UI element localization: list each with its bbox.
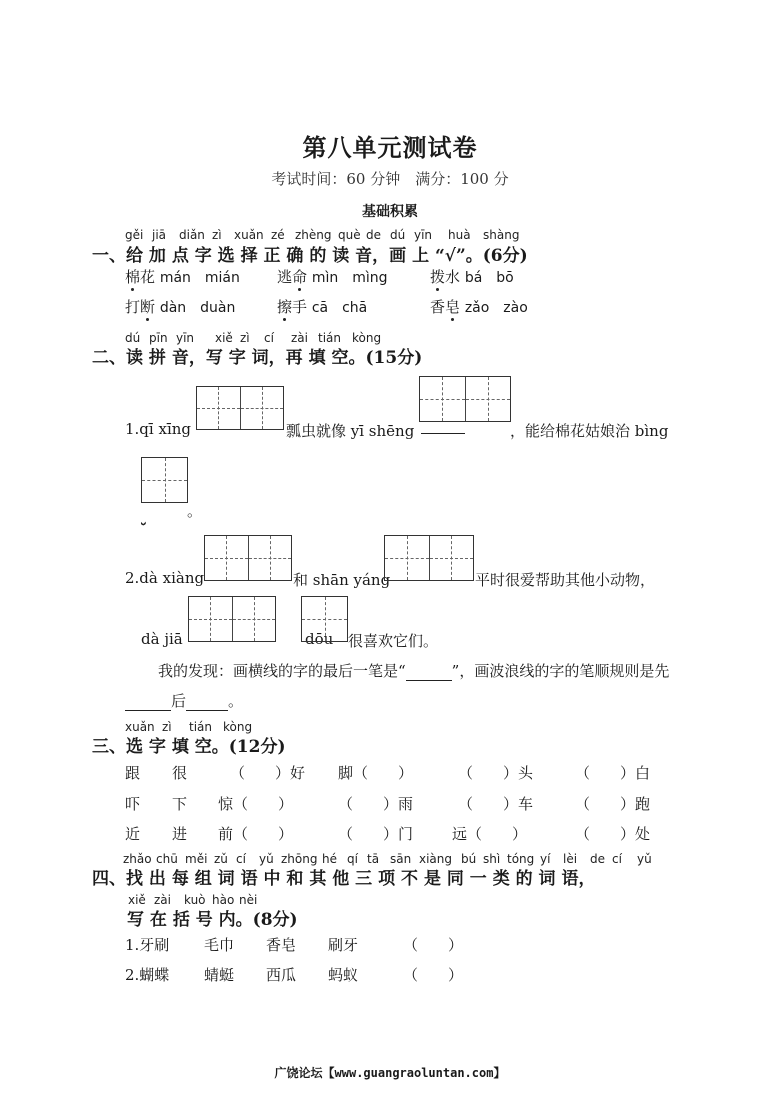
pinyin: pīn [149, 331, 168, 345]
pinyin-options[interactable]: cā chā [311, 300, 368, 316]
char: 打 [125, 298, 141, 316]
pinyin: jiā [152, 228, 167, 242]
q1-item [430, 296, 528, 317]
dotted-char: 命 [292, 268, 308, 286]
dotted-char: 拨 [430, 268, 446, 286]
q3-fill-blank[interactable]: （ ）门 [338, 825, 414, 843]
answer-blank[interactable] [125, 692, 171, 711]
part-title: 基础积累 [362, 204, 418, 220]
pinyin: cí [612, 852, 622, 866]
q3-fill-blank[interactable]: 脚（ ） [338, 764, 414, 782]
q3-fill-blank[interactable]: 前（ ） [218, 825, 294, 843]
underline-blank [421, 433, 465, 434]
dotted-char: 断 [140, 298, 156, 316]
writing-grid[interactable] [204, 535, 292, 581]
writing-grid[interactable] [419, 376, 511, 422]
pinyin: zhǎo [123, 852, 152, 866]
pinyin: hé [322, 852, 337, 866]
q3-cell: 跟 [125, 764, 141, 782]
pinyin: xiě [128, 893, 146, 907]
pinyin: dú [390, 228, 406, 242]
dotted-char: 皂 [445, 298, 461, 316]
pinyin: kòng [352, 331, 382, 345]
q4-answer-blank[interactable]: （ ） [403, 966, 464, 984]
q3-fill-blank[interactable]: （ ）跑 [575, 795, 651, 813]
dotted-char: 擦 [277, 298, 293, 316]
q2-sentence1-a: 1.qī xīng [125, 420, 191, 438]
pinyin: zǔ [214, 852, 228, 866]
q2-sentence1-b: 瓢虫就像 yī shēng [286, 422, 415, 440]
pinyin: zé [271, 228, 285, 242]
q3-cell: 很 [172, 764, 188, 782]
q2-discovery-line2 [125, 690, 243, 711]
q3-cell: 下 [172, 795, 188, 813]
q3-fill-blank[interactable]: （ ）处 [575, 825, 651, 843]
q1-pinyin-row [125, 228, 519, 242]
pinyin: qí [347, 852, 358, 866]
pinyin: xiě [215, 331, 233, 345]
pinyin: bú [461, 852, 477, 866]
q2-discovery-line [158, 660, 669, 681]
pinyin: shàng [483, 228, 520, 242]
q2-sentence2-c: 平时很爱帮助其他小动物， [475, 571, 656, 589]
q3-fill-blank[interactable]: （ ）好 [230, 764, 306, 782]
char: 水 [445, 268, 461, 286]
pinyin: shì [483, 852, 501, 866]
writing-grid[interactable] [141, 457, 188, 503]
q4-heading1: 四、找 出 每 组 词 语 中 和 其 他 三 项 不 是 同 一 类 的 词 语， [92, 869, 596, 889]
q3-fill-blank[interactable]: （ ）头 [458, 764, 534, 782]
char: 逃 [277, 268, 293, 286]
q4-word: 蚂蚁 [328, 966, 359, 984]
pinyin: kuò [184, 893, 206, 907]
exam-info: 考试时间：60 分钟 满分：100 分 [271, 170, 509, 188]
writing-grid[interactable] [301, 596, 348, 642]
pinyin: tā [367, 852, 380, 866]
q3-cell: 近 [125, 825, 141, 843]
q1-heading: 一、给 加 点 字 选 择 正 确 的 读 音，画 上 “√”。(6分) [92, 246, 528, 266]
q3-fill-blank[interactable]: （ ）车 [458, 795, 534, 813]
pinyin-options[interactable]: bá bō [464, 270, 514, 286]
pinyin: yí [540, 852, 551, 866]
pinyin-options[interactable]: dàn duàn [159, 300, 236, 316]
text: 。 [228, 692, 244, 710]
q3-cell: 进 [172, 825, 188, 843]
q4-heading2: 写 在 括 号 内。(8分) [127, 910, 298, 930]
pinyin: zhèng [295, 228, 332, 242]
q2-sentence1-c: ，能给棉花姑娘治 bìng [510, 422, 669, 440]
q2-sentence2-a: 2.dà xiàng [125, 569, 205, 587]
pinyin: xiàng [419, 852, 453, 866]
dotted-char: 棉 [125, 268, 141, 286]
q3-fill-blank[interactable]: 惊（ ） [218, 795, 294, 813]
pinyin: zài [154, 893, 171, 907]
q2-heading: 二、读 拼 音，写 字 词，再 填 空。(15分) [92, 348, 423, 368]
pinyin: nèi [239, 893, 258, 907]
pinyin: gěi [125, 228, 144, 242]
answer-blank[interactable] [186, 692, 228, 711]
pinyin: tóng [507, 852, 535, 866]
pinyin: lèi [563, 852, 578, 866]
pinyin: dú [125, 331, 141, 345]
text: ”，画波浪线的字的笔顺规则是先 [451, 662, 670, 680]
q3-fill-blank[interactable]: 远（ ） [452, 825, 528, 843]
pinyin: chū [156, 852, 178, 866]
pinyin: zài [291, 331, 308, 345]
pinyin: de [366, 228, 381, 242]
q4-word: 1.牙刷 [125, 936, 170, 954]
pinyin-options[interactable]: mìn mìng [311, 270, 388, 286]
pinyin: zhōng [281, 852, 318, 866]
pinyin: zì [240, 331, 250, 345]
q3-fill-blank[interactable]: （ ）白 [575, 764, 651, 782]
q2-sentence3-a: dà jiā [141, 630, 183, 648]
pinyin: què [338, 228, 361, 242]
pinyin: de [590, 852, 605, 866]
writing-grid[interactable] [188, 596, 276, 642]
pinyin: cí [236, 852, 246, 866]
footer-watermark: 广饶论坛【www.guangraoluntan.com】 [274, 1066, 506, 1080]
page-title: 第八单元测试卷 [302, 133, 478, 162]
pinyin: yīn [176, 331, 195, 345]
pinyin: tián [189, 720, 212, 734]
char: 手 [292, 298, 308, 316]
q3-cell: 吓 [125, 795, 141, 813]
char: 花 [140, 268, 156, 286]
q3-heading: 三、选 字 填 空。(12分) [92, 737, 286, 757]
period: 。 [187, 502, 203, 520]
q1-item [277, 266, 388, 287]
q4-word: 香皂 [266, 936, 297, 954]
pinyin: zì [212, 228, 222, 242]
q4-word: 2.蝴蝶 [125, 966, 170, 984]
q2-sentence2-b: 和 shān yáng [293, 571, 391, 589]
pinyin: yǔ [259, 852, 274, 866]
pinyin: sān [390, 852, 412, 866]
pinyin: xuǎn [125, 720, 155, 734]
writing-grid[interactable] [384, 535, 474, 581]
q1-item [430, 266, 514, 287]
q1-item [125, 266, 240, 287]
q4-answer-blank[interactable]: （ ） [403, 936, 464, 954]
q4-word: 毛巾 [204, 936, 235, 954]
pinyin: xuǎn [234, 228, 264, 242]
q1-item [125, 296, 235, 317]
pinyin: hào [212, 893, 235, 907]
q4-word: 刷牙 [328, 936, 359, 954]
pinyin-options[interactable]: mán mián [159, 270, 240, 286]
pinyin: tián [318, 331, 341, 345]
writing-grid[interactable] [196, 386, 284, 430]
pinyin: zì [162, 720, 172, 734]
text: 后 [171, 692, 187, 710]
char: 香 [430, 298, 446, 316]
answer-blank[interactable] [406, 662, 452, 681]
pinyin: yīn [414, 228, 433, 242]
pinyin: cí [264, 331, 274, 345]
pinyin: yǔ [637, 852, 652, 866]
q2-wavy-end [141, 500, 202, 521]
q3-fill-blank[interactable]: （ ）雨 [338, 795, 414, 813]
pinyin: diǎn [179, 228, 205, 242]
q4-word: 西瓜 [266, 966, 297, 984]
pinyin: huà [448, 228, 471, 242]
q2-sentence3-c: 很喜欢它们。 [348, 632, 439, 650]
pinyin-options[interactable]: zǎo zào [464, 300, 528, 316]
q4-word: 蜻蜓 [204, 966, 235, 984]
pinyin: měi [185, 852, 208, 866]
q2-sentence3-b: dōu [305, 630, 334, 648]
pinyin: kòng [223, 720, 253, 734]
text: 我的发现：画横线的字的最后一笔是“ [158, 662, 406, 680]
q1-item [277, 296, 367, 317]
